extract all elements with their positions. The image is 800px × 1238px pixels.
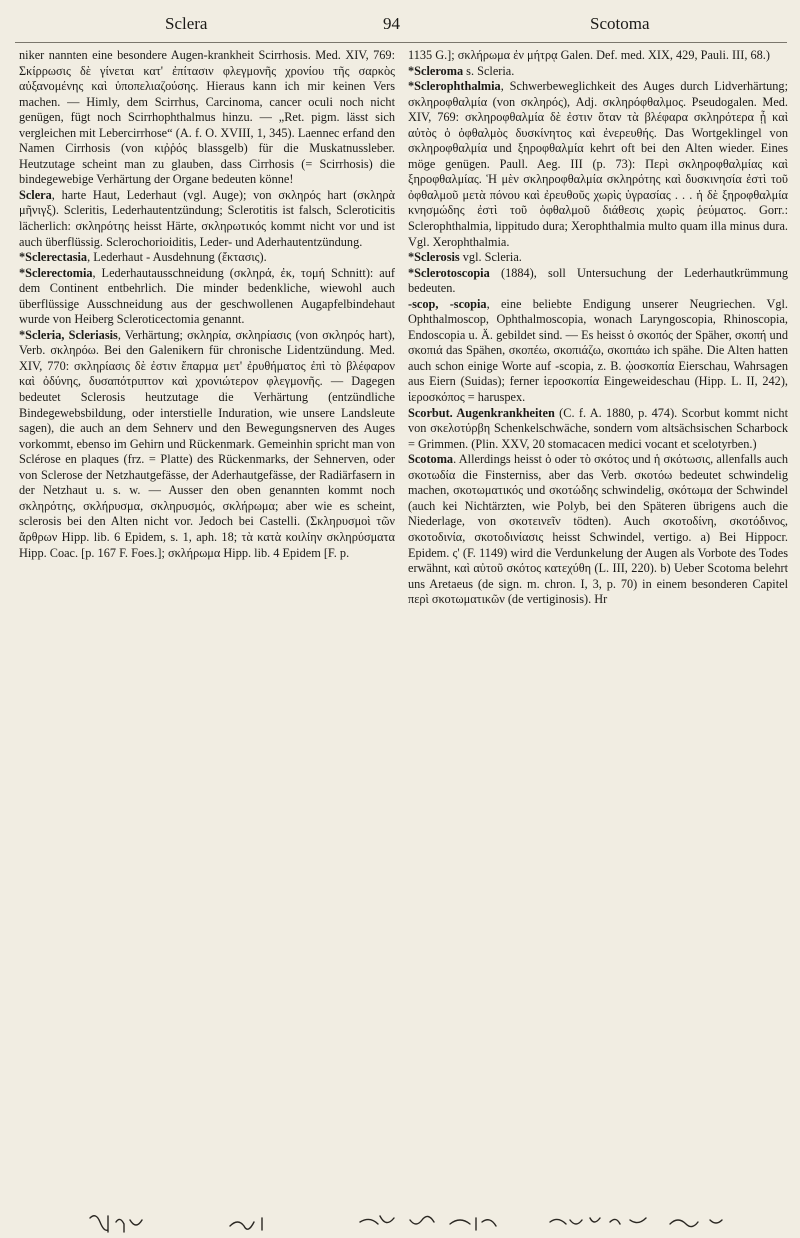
header-rule: [15, 42, 787, 43]
entry-text: vgl. Scleria.: [459, 250, 522, 265]
headword: *Sclerotoscopia: [408, 265, 490, 280]
headword: *Scleroma: [408, 63, 464, 78]
entry-scorbut: [408, 406, 788, 453]
entry-text: , Lederhaut - Ausdehnung (ἔκτασις).: [87, 250, 267, 265]
entry-text: 1135 G.]; σκλήρωμα ἐν μήτρᾳ Galen. Def. med. XIX, 429, Pauli. III, 68.): [408, 48, 770, 62]
entry-text: , Lederhautausschneidung (σκληρά, ἐκ, τομή Schnitt): auf dem Continent entbehrlich. Die minder bedenkliche, wiewohl auch überflüssige Ausschneidung aus der geschwollenen Augapfelbindehaut wurde von Heiberg Scleroticectomia genannt.: [19, 265, 395, 327]
headword: *Scleria, Scleriasis: [19, 327, 118, 342]
entry-text: niker nannten eine besondere Augen-krankheit Scirrhosis. Med. XIV, 769: Σκίρρωσις δὲ γίνεται κατ' ἐπίτασιν φλεγμονῆς χρονίου τῆς σαρκὸς αὐξανομένης καὶ ὑποπελιαζούσης. Hieraus kann ich mir keinen Vers machen. — Himly, dem Scirrhus, Carcinoma, cancer oculi noch nicht genügen, fügt noch Scirrhophthalmus hinzu. — „Ret. pigm. lässt sich vergleichen mit Lebercirrhose“ (A. f. O. XVIII, 1, 345). Laennec erfand den Namen Cirrhosis (von κιῤῥός blassgelb) für die Muskatnussleber. Heutzutage scheint man zu glauben, dass Cirrhosis (= Scirrhosis) die bindegewebige Verhärtung der Organe bedeuten könne!: [19, 48, 395, 187]
entry-text: , harte Haut, Lederhaut (vgl. Auge); von σκληρός hart (σκληρὰ μῆνιγξ). Scleritis, Lederhautentzündung; Sclerotitis ist falsch, Scleroticitis lächerlich: σκληρότης heisst Härte, σκληρωτικός kommt nicht vor und ist auch überflüssig. Sclerochorioiditis, Leder- und Aderhautentzündung.: [19, 187, 395, 249]
headword: *Sclerectomia: [19, 265, 93, 280]
entry-scirrhosis-continued: [19, 48, 395, 188]
entry-sclerectomia: [19, 266, 395, 328]
header-right-keyword: Scotoma: [590, 14, 650, 33]
right-column: [408, 48, 788, 608]
entry-text: (C. f. A. 1880, p. 474). Scorbut kommt nicht von σκελοτύρβη Schenkelschwäche, sondern vom altsächsischen Scharbock = Grimmen. (Plin. XXV, 20 stomacacen medici vocant et scelotyrben.): [408, 405, 788, 451]
headword: Scorbut. Augenkrankheiten: [408, 405, 555, 420]
entry-scleria: [19, 328, 395, 561]
entry-sclerotoscopia: [408, 266, 788, 297]
entry-text: , eine beliebte Endigung unserer Neugriechen. Vgl. Ophthalmoscop, Ophthalmoscopia, wonach Laryngoscopia, Rhinoscopia, Endoscopia u. Ä. gebildet sind. — Es heisst ὁ σκοπός der Späher, σκοπή und σκοπιά das Spähen, σκοπέω, σκοπιάζω, σκοπιάω ich spähe. Die Alten hatten auch schon einige Worte auf -scopia, z. B. ᾠοσκοπία Eierschau, Wahrsagen aus Eiern (Suidas); ferner ἱεροσκοπία Eingeweideschau (Hipp. L. II, 242), ἱεροσκόπος = haruspex.: [408, 296, 788, 405]
page-header: [0, 14, 800, 38]
headword: Sclera: [19, 187, 52, 202]
handwritten-annotation: [30, 1212, 790, 1238]
left-column: [19, 48, 395, 561]
entry-scleria-continued: [408, 48, 788, 64]
entry-sclerophthalmia: [408, 79, 788, 250]
headword: *Sclerosis: [408, 250, 460, 265]
entry-sclerosis: [408, 250, 788, 266]
headword: Scotoma: [408, 452, 454, 467]
entry-text: , Schwerbeweglichkeit des Auges durch Lidverhärtung; σκληροφθαλμία (von σκληρός), Adj. σκληρόφθαλμος. Pseudogalen. Med. XIV, 769: σκληροφθαλμία δὲ ἐστιν ὅταν τὰ βλέφαρα σκληρότερα ᾖ καὶ αὐτὸς ὁ ὀφθαλμὸς δυσκίνητος καὶ ἐνερευθής. Das Wortgeklingel von σκληροφθαλμία und ξηροφθαλμία kehrt oft bei den Alten wieder. Eines möge genügen. Paull. Aeg. III (p. 73): Περὶ σκληροφθαλμίας καὶ ξηροφθαλμίας. Ἡ μὲν σκληροφθαλμία σκληρότης καὶ δυσκινησία ἐστὶ τοῦ ὀφθαλμοῦ μετὰ πόνου καὶ ἐρευθοῦς χωρὶς ὑγρασίας . . . ἡ δὲ ξηροφθαλμία κνησμώδης ἐστὶ τοῦ ὀφθαλμοῦ διάθεσις χωρὶς ῥεύματος. Gorr.: Sclerophthalmia, lippitudo dura; Xerophthalmia multo quam illa minus dura. Vgl. Xerophthalmia.: [408, 79, 788, 249]
entry-sclerectasia: [19, 250, 395, 266]
entry-text: s. Scleria.: [463, 63, 515, 78]
entry-scop: [408, 297, 788, 406]
headword: -scop, -scopia: [408, 296, 487, 311]
header-left-keyword: Sclera: [165, 14, 208, 33]
entry-text: , Verhärtung; σκληρία, σκληρίασις (von σκληρός hart), Verb. σκληρόω. Bei den Galenikern für chronische Lidentzündung. Med. XIV, 770: σκληρίασις δὲ ἐστιν ἔπαρμα μετ' ἐρυθήματος ἐπὶ τὸ βλέφαρον καὶ ὀδύνης, δυσαπότριπτον καὶ χρονιώτερον φλεγμονῆς. — Dagegen bedeutet Sclerosis heutzutage die Verhärtung (entzündliche Bindegewebsbildung, oder interstielle Induration, wie unsere Landsleute sagen), die auch an dem Sehnerv und den Bewegungsnerven des Auges vorkommt, ebenso im Gehirn und Rückenmark. Gemeinhin spricht man von Sclérose en plaques (frz. = Platte) des Rückenmarks, der Sehnerven, oder von Sclerose der Netzhautgefässe, der Aderhautgefässe, der Radiärfasern in der Netzhaut u. s. w. — Ausser den oben genannten kommt noch σκληρότης, σκλήρυσμα, σκληρυσμός, σκλήρωμα; aber wie es scheint, sclerosis bei den Alten nicht vor. Jedoch bei Castelli. (Σκληρυσμοὶ τῶν ἄρθρων Hipp. lib. 6 Epidem, s. 1, aph. 18; τὰ κατὰ κοιλίην σκληρύσματα Hipp. Coac. [p. 167 F. Foes.]; σκλήρωμα Hipp. lib. 4 Epidem [F. p.: [19, 327, 395, 560]
entry-scotoma: [408, 452, 788, 607]
entry-scleroma: [408, 64, 788, 80]
entry-sclera: [19, 188, 395, 250]
page-number: 94: [383, 14, 400, 33]
headword: *Sclerophthalmia: [408, 79, 501, 94]
entry-text: . Allerdings heisst ὁ oder τὸ σκότος und ἡ σκότωσις, allenfalls auch σκοτωδία die Finsterniss, aber das Verb. σκοτόω bedeutet schwindelig machen, σκοτωματικός und σκοτώδης schwindelig, σκότωμα der Schwindel (auch kei Nichtärzten, wie Polyb, bei den Späteren übrigens auch die Niederlage, von σκοτεινεῖν tödten). Auch σκοτοδίνη, σκοτόδινος, σκοτοδινία, σκοτοδινίασις heisst Schwindel, vertigo. a) Bei Hippocr. Epidem. ς' (F. 1149) wird die Verdunkelung der Augen als Vorbote des Todes erwähnt, καὶ αὐτοῦ σκότος κατεχύθη (L. III, 220). b) Ueber Scotoma belehrt uns Aretaeus (de sign. m. chron. I, 3, p. 70) in einem besonderen Capitel περὶ σκοτωματικῶν (de vertiginosis). Hr: [408, 452, 788, 607]
headword: *Sclerectasia: [19, 250, 88, 265]
entry-text: (1884), soll Untersuchung der Lederhautkrümmung bedeuten.: [408, 265, 788, 296]
